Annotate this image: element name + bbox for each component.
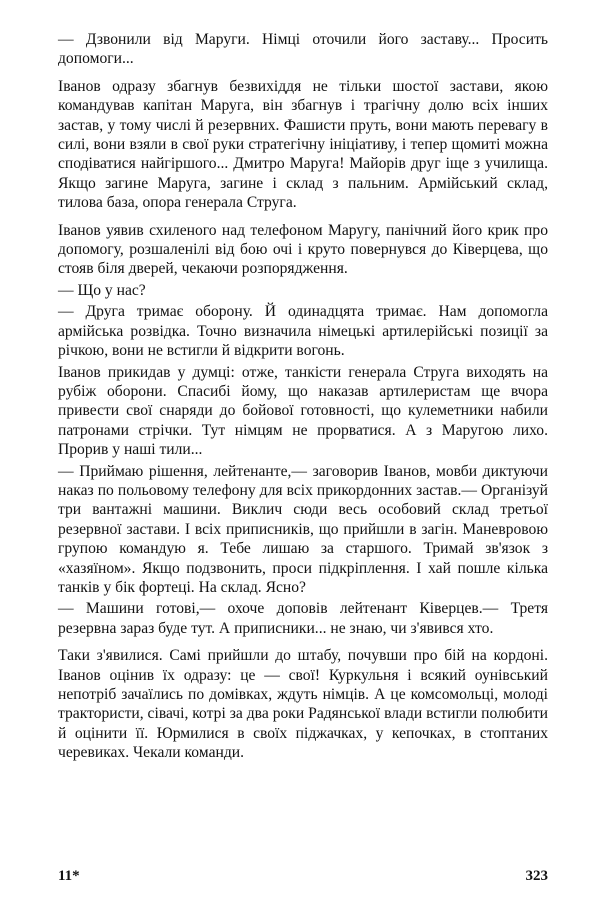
paragraph-5: — Друга тримає оборону. Й одинадцята тримає. Нам допомогла армійська розвідка. Точно визначила німецькі артилерійські позиції за річкою, вони не встигли й відкрити вогонь. [58, 303, 548, 360]
paragraph-3: Іванов уявив схиленого над телефоном Маругу, панічний його крик про допомогу, розшаленілі від бою очі і круто повернувся до Ківерцева, що стояв біля дверей, чекаючи розпорядження. [58, 221, 548, 278]
paragraph-2: Іванов одразу збагнув безвихіддя не тільки шостої застави, якою командував капітан Маруга, він збагнув і трагічну долю всіх інших застав, у тому числі й резервних. Фашисти пруть, вони мають перевагу в силі, вони взяли в свої руки стратегічну ініціативу, і тепер щомиті можна сподіватися найгіршого... Дмитро Маруга! Майорів друг іще з училища. Якщо загине Маруга, загине і склад з пальним. Армійський склад, тилова база, опора генерала Струга. [58, 77, 548, 212]
signature-mark: 11* [58, 868, 80, 884]
paragraph-1: — Дзвонили від Маруги. Німці оточили його заставу... Просить допомоги... [58, 31, 548, 68]
paragraph-7: — Приймаю рішення, лейтенанте,— заговорив Іванов, мовби диктуючи наказ по польовому телефону для всіх прикордонних застав.— Організуй три вантажні машини. Виклич сюди весь особовий склад третьої резервної застави. І всіх приписників, що прийшли в загін. Маневровою групою командую я. Тебе лишаю за старшого. Тримай зв'язок з «хазяїном». Якщо подзвонить, проси підкріплення. І хай пошле кілька танків у бік фортеці. На склад. Ясно? [58, 462, 548, 596]
page-number: 323 [525, 868, 548, 884]
paragraph-9: Таки з'явилися. Самі прийшли до штабу, почувши про бій на кордоні. Іванов оцінив їх одразу: це — свої! Куркульня і всякий оунівський непотріб зачаїлись по домівках, ждуть німців. А це комсомольці, молоді трактористи, сівачі, котрі за два роки Радянської влади встигли полюбити й оцінити її. Юрмилися в своїх піджачках, у кепочках, в стоптаних черевиках. Чекали команди. [58, 647, 548, 762]
paragraph-8: — Машини готові,— охоче доповів лейтенант Ківерцев.— Третя резервна зараз буде тут. А приписники... не знаю, чи з'явився хто. [58, 600, 548, 637]
page-footer [58, 868, 548, 885]
page-body [58, 30, 548, 763]
paragraph-6: Іванов прикидав у думці: отже, танкісти генерала Струга виходять на рубіж оборони. Спасибі йому, що наказав артилеристам ще вчора привести свої снаряди до бойової готовності, що кулеметники набили патронами стрічки. Тут німцям не прорватися. А з Маругою лихо. Прорив у наші тили... [58, 363, 548, 459]
paragraph-4: — Що у нас? [58, 281, 146, 299]
